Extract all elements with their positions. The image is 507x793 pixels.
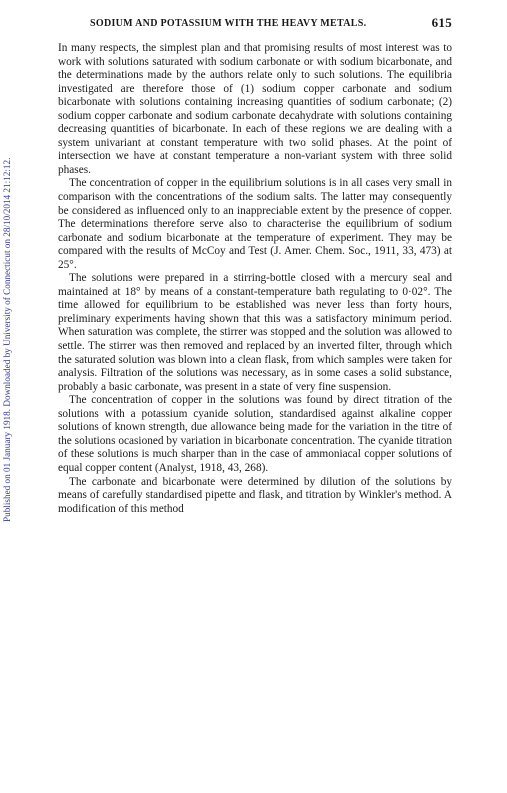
running-title: SODIUM AND POTASSIUM WITH THE HEAVY METALS. bbox=[90, 18, 367, 29]
page-header bbox=[58, 14, 452, 32]
paragraph: The concentration of copper in the equilibrium solutions is in all cases very small in comparison with the concentrations of the sodium salts. The latter may consequently be considered as influenced only to an inappreciable extent by the presence of copper. The determinations therefore serve also to characterise the equilibrium of sodium carbonate and sodium bicarbonate at the temperature of experiment. They may be compared with the results of McCoy and Test (J. Amer. Chem. Soc., 1911, 33, 473) at 25°. bbox=[58, 177, 452, 271]
download-notice: Published on 01 January 1918. Downloaded by University of Connecticut on 28/10/2014 21:12:12. bbox=[2, 157, 12, 523]
page bbox=[58, 14, 452, 516]
page-number: 615 bbox=[431, 15, 452, 30]
paragraph: The carbonate and bicarbonate were determined by dilution of the solutions by means of carefully standardised pipette and flask, and titration by Winkler's method. A modification of this method bbox=[58, 475, 452, 515]
paragraph: The solutions were prepared in a stirring-bottle closed with a mercury seal and maintained at 18° by means of a constant-temperature bath regulating to 0·02°. The time allowed for equilibrium to be established was never less than forty hours, preliminary experiments having shown that this was a satisfactory minimum period. When saturation was complete, the stirrer was stopped and the solution was allowed to settle. The stirrer was then removed and replaced by an inverted filter, through which the saturated solution was blown into a clean flask, from which samples were taken for analysis. Filtration of the solutions was necessary, as in some cases a solid substance, probably a basic carbonate, was present in a state of very fine suspension. bbox=[58, 272, 452, 393]
paragraph: The concentration of copper in the solutions was found by direct titration of the solutions with a potassium cyanide solution, standardised against alkaline copper solutions of known strength, due allowance being made for the variation in the titre of the solutions ocasioned by variation in bicarbonate concentration. The cyanide titration of these solutions is much sharper than in the case of ammoniacal copper solutions of equal copper content (Analyst, 1918, 43, 268). bbox=[58, 394, 452, 474]
article-body bbox=[58, 42, 452, 516]
paragraph: In many respects, the simplest plan and that promising results of most interest was to work with solutions saturated with sodium carbonate or with sodium bicarbonate, and the determinations made by the authors relate only to such solutions. The equilibria investigated are therefore those of (1) sodium copper carbonate and sodium bicarbonate with solutions containing increasing quantities of sodium carbonate; (2) sodium copper carbonate and sodium carbonate decahydrate with solutions containing decreasing quantities of bicarbonate. In each of these regions we are dealing with a system univariant at constant temperature with two solid phases. At the point of intersection we have at constant temperature a non-variant system with three solid phases. bbox=[58, 42, 452, 176]
